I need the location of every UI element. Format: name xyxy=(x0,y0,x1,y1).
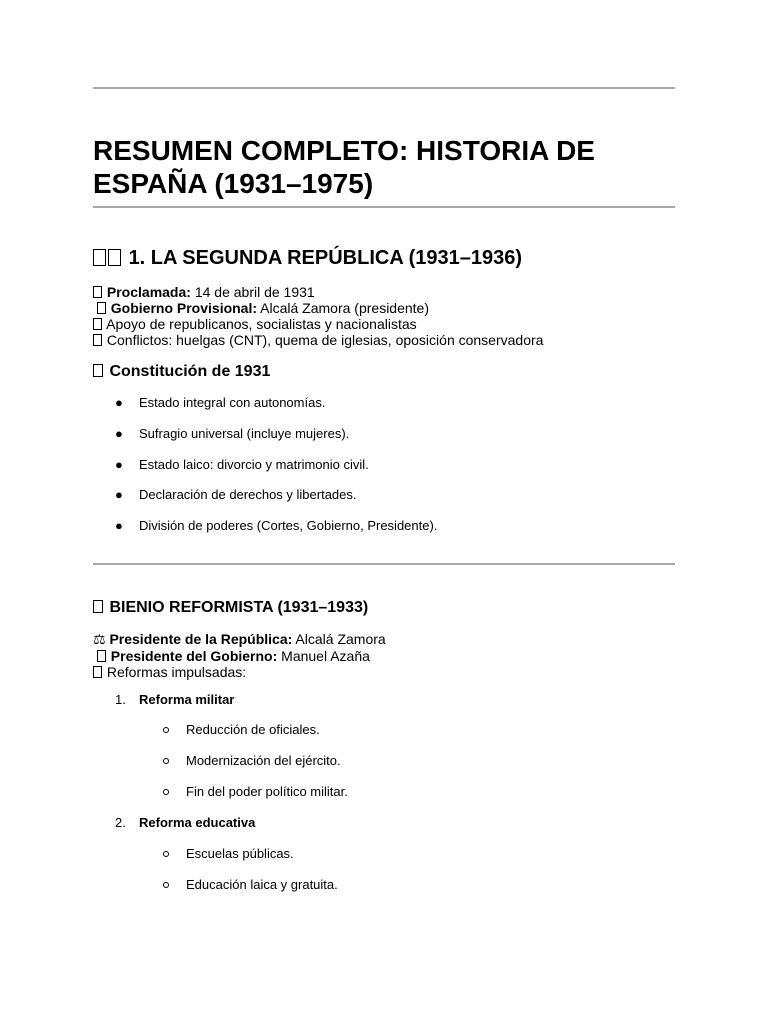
fact-text: Conflictos: huelgas (CNT), quema de iglesias, oposición conservadora xyxy=(106,332,544,348)
section-divider xyxy=(93,563,675,565)
missing-glyph-icon xyxy=(93,334,102,346)
list-item xyxy=(186,722,320,738)
numbered-item-reforma-militar xyxy=(115,692,235,708)
missing-glyph-icon xyxy=(97,302,106,314)
item-number: 1. xyxy=(115,692,126,707)
subheading-text: BIENIO REFORMISTA (1931–1933) xyxy=(109,599,369,616)
fact-label: Presidente del Gobierno: xyxy=(110,648,278,664)
circle-bullet-icon xyxy=(163,882,169,888)
list-item xyxy=(186,784,348,800)
title-divider xyxy=(93,206,675,208)
list-item xyxy=(115,487,357,503)
fact-value: Alcalá Zamora (presidente) xyxy=(260,300,430,316)
page-title: RESUMEN COMPLETO: HISTORIA DE ESPAÑA (1931–1975) xyxy=(93,135,595,199)
missing-glyph-icon xyxy=(93,249,106,266)
list-item-text: Fin del poder político militar. xyxy=(186,784,348,799)
fact-conflictos xyxy=(93,332,543,348)
fact-proclamada xyxy=(93,284,543,300)
list-item-text: Reducción de oficiales. xyxy=(186,722,320,737)
list-item-text: Declaración de derechos y libertades. xyxy=(139,487,357,502)
list-item-text: Modernización del ejército. xyxy=(186,753,341,768)
circle-bullet-icon xyxy=(163,851,169,857)
fact-gobierno-provisional xyxy=(93,300,543,316)
circle-bullet-icon xyxy=(163,727,169,733)
list-item-text: Sufragio universal (incluye mujeres). xyxy=(139,426,350,441)
list-item xyxy=(115,518,438,534)
numbered-item-reforma-educativa xyxy=(115,815,256,831)
bullet-icon: ● xyxy=(115,395,123,410)
circle-bullet-icon xyxy=(163,758,169,764)
missing-glyph-icon xyxy=(93,364,103,377)
fact-presidente-gobierno xyxy=(93,648,386,664)
fact-text: Apoyo de republicanos, socialistas y nacionalistas xyxy=(106,316,417,332)
section-heading-segunda-republica xyxy=(93,246,522,270)
missing-glyph-icon xyxy=(93,318,102,330)
list-item-text: Escuelas públicas. xyxy=(186,846,294,861)
list-item xyxy=(115,395,326,411)
missing-glyph-icon xyxy=(93,666,102,678)
section-heading-text: 1. LA SEGUNDA REPÚBLICA (1931–1936) xyxy=(128,247,523,269)
subheading-text: Constitución de 1931 xyxy=(109,363,271,380)
subheading-bienio-reformista xyxy=(93,598,368,618)
fact-presidente-republica xyxy=(93,631,386,648)
bullet-icon: ● xyxy=(115,487,123,502)
item-title: Reforma educativa xyxy=(139,815,256,830)
fact-value: Manuel Azaña xyxy=(281,648,370,664)
missing-glyph-icon xyxy=(93,286,102,298)
fact-value: 14 de abril de 1931 xyxy=(194,284,315,300)
missing-glyph-icon xyxy=(108,249,121,266)
list-item xyxy=(115,426,350,442)
list-item-text: Estado laico: divorcio y matrimonio civil. xyxy=(139,457,369,472)
list-item xyxy=(115,457,369,473)
fact-apoyo xyxy=(93,316,543,332)
list-item-text: Educación laica y gratuita. xyxy=(186,877,338,892)
bullet-icon: ● xyxy=(115,518,123,533)
list-item-text: Estado integral con autonomías. xyxy=(139,395,326,410)
bullet-icon: ● xyxy=(115,457,123,472)
item-title: Reforma militar xyxy=(139,692,235,707)
top-divider xyxy=(93,87,675,89)
fact-label: Presidente de la República: xyxy=(109,631,293,647)
bienio-facts xyxy=(93,631,386,680)
missing-glyph-icon xyxy=(93,600,103,613)
subheading-constitucion xyxy=(93,362,270,382)
fact-text: Reformas impulsadas: xyxy=(106,664,247,680)
list-item xyxy=(186,877,338,893)
fact-label: Gobierno Provisional: xyxy=(110,300,258,316)
scales-icon: ⚖ xyxy=(93,632,106,648)
list-item-text: División de poderes (Cortes, Gobierno, Presidente). xyxy=(139,518,438,533)
fact-reformas xyxy=(93,664,386,680)
republic-facts xyxy=(93,284,543,348)
fact-value: Alcalá Zamora xyxy=(295,631,386,647)
circle-bullet-icon xyxy=(163,789,169,795)
list-item xyxy=(186,753,341,769)
item-number: 2. xyxy=(115,815,126,830)
fact-label: Proclamada: xyxy=(106,284,191,300)
missing-glyph-icon xyxy=(97,650,106,662)
bullet-icon: ● xyxy=(115,426,123,441)
list-item xyxy=(186,846,294,862)
